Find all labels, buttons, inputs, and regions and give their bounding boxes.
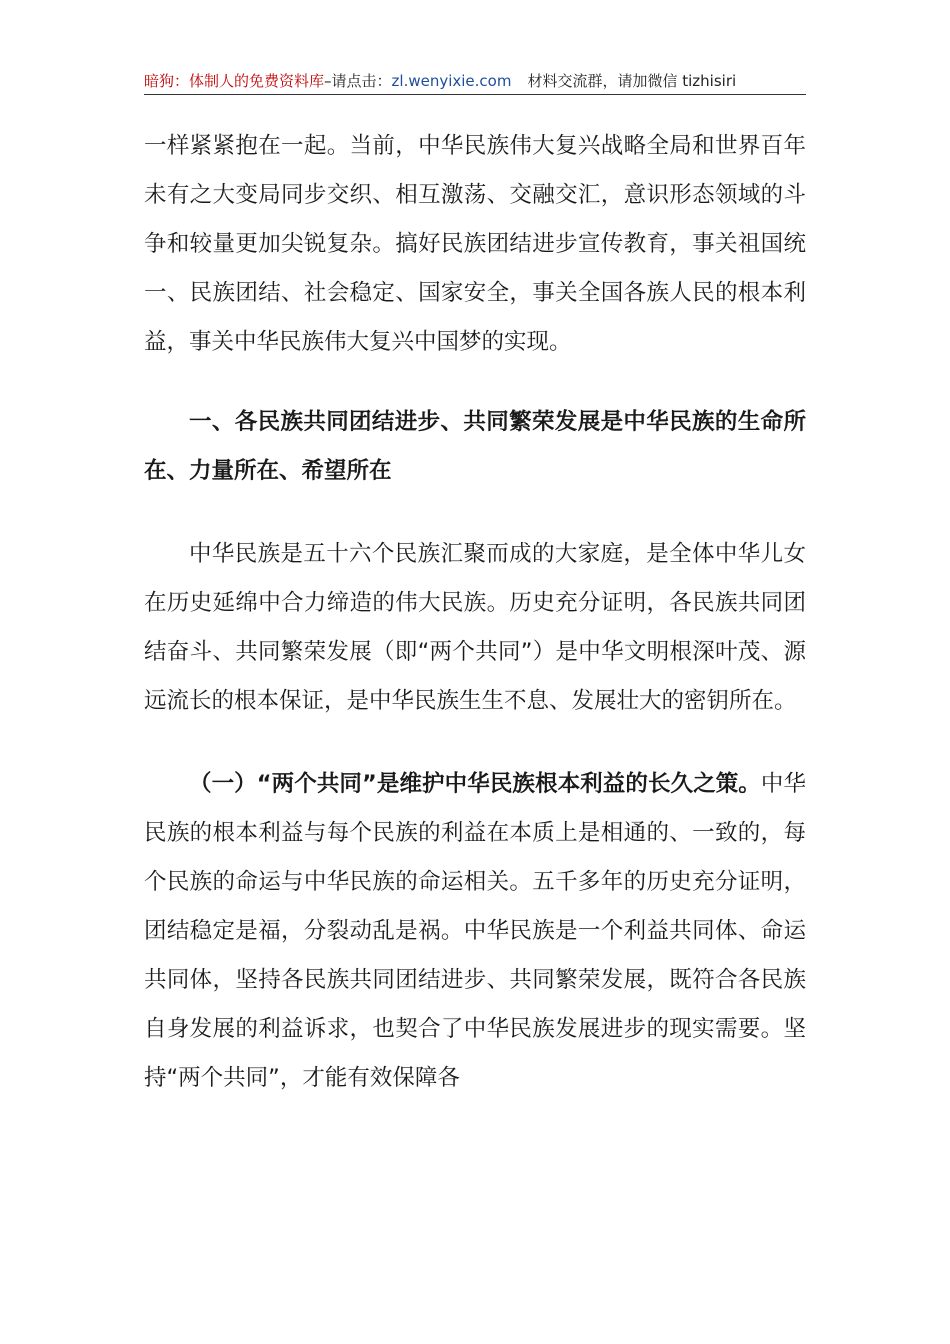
header-site-name[interactable]: 暗狗：体制人的免费资料库 bbox=[144, 72, 325, 90]
section-heading-1: 一、各民族共同团结进步、共同繁荣发展是中华民族的生命所在、力量所在、希望所在 bbox=[144, 409, 806, 484]
body-paragraph-1: 一样紧紧抱在一起。当前，中华民族伟大复兴战略全局和世界百年未有之大变局同步交织、相互激荡、交融交汇，意识形态领域的斗争和较量更加尖锐复杂。搞好民族团结进步宣传教育，事关祖国统一、民族团结、社会稳定、国家安全，事关全国各族人民的根本利益，事关中华民族伟大复兴中国梦的实现。 bbox=[144, 133, 806, 355]
page-header bbox=[144, 68, 806, 95]
body-paragraph-2: 中华民族是五十六个民族汇聚而成的大家庭，是全体中华儿女在历史延绵中合力缔造的伟大民族。历史充分证明，各民族共同团结奋斗、共同繁荣发展（即“两个共同”）是中华文明根深叶茂、源远流长的根本保证，是中华民族生生不息、发展壮大的密钥所在。 bbox=[144, 541, 806, 714]
header-group-note: 材料交流群，请加微信 tizhisiri bbox=[527, 72, 737, 90]
sub-heading-1: （一）“两个共同”是维护中华民族根本利益的长久之策。 bbox=[189, 771, 761, 797]
header-url-link[interactable]: zl.wenyixie.com bbox=[391, 72, 512, 90]
header-click-prompt: –请点击： bbox=[324, 72, 392, 90]
body-paragraph-3 bbox=[144, 760, 806, 1103]
body-paragraph-3-text: 中华民族的根本利益与每个民族的利益在本质上是相通的、一致的，每个民族的命运与中华民族的命运相关。五千多年的历史充分证明，团结稳定是福，分裂动乱是祸。中华民族是一个利益共同体、命运共同体，坚持各民族共同团结进步、共同繁荣发展，既符合各民族自身发展的利益诉求，也契合了中华民族发展进步的现实需要。坚持“两个共同”，才能有效保障各 bbox=[144, 771, 806, 1091]
document-body bbox=[144, 122, 806, 1103]
